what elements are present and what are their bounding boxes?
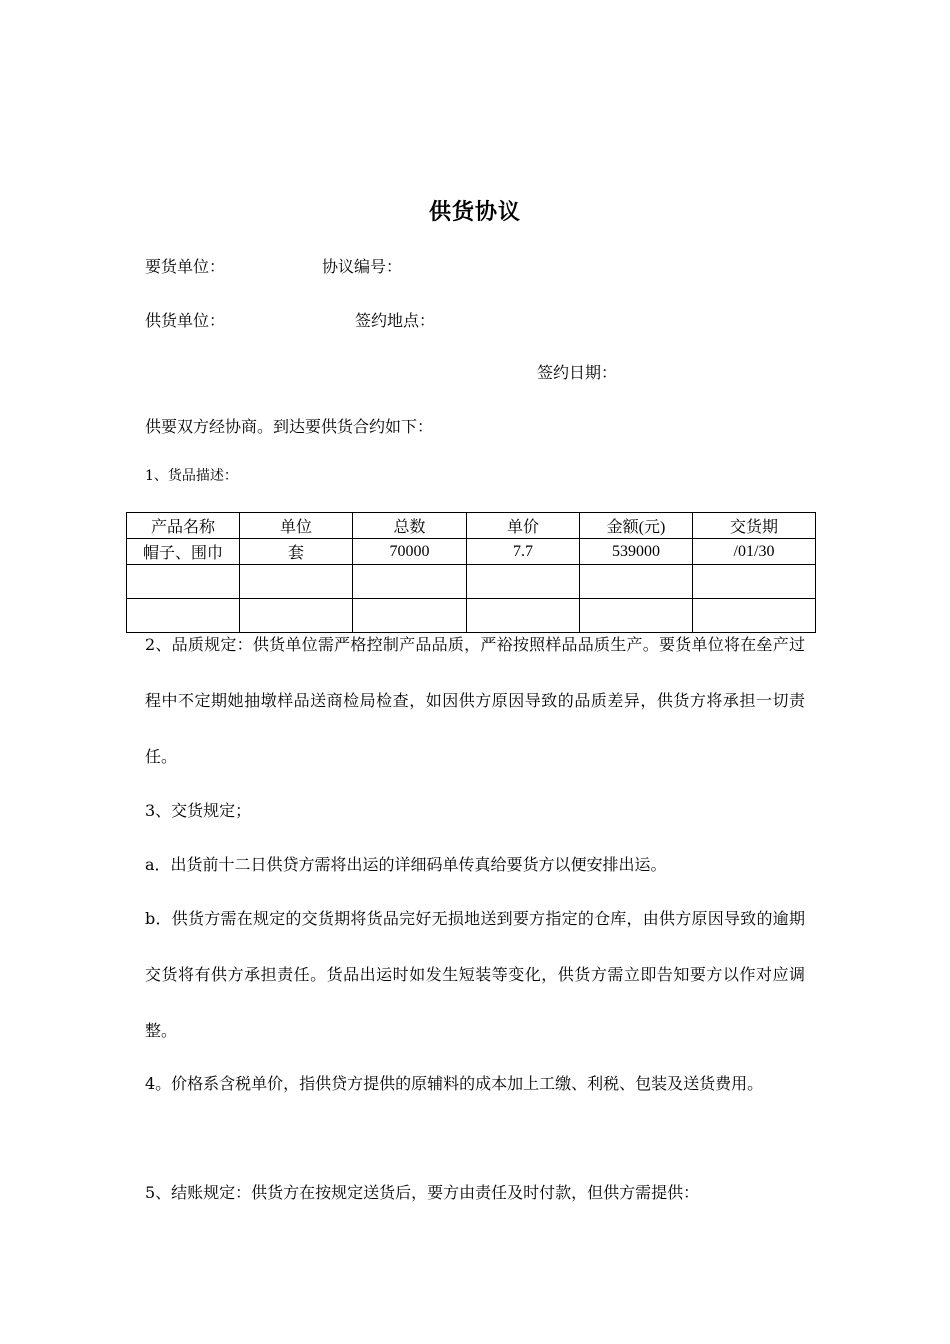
supplier-label: 供货单位： — [145, 311, 226, 330]
section5-settlement: 5、结账规定：供货方在按规定送货后，要方由责任及时付款，但供方需提供： — [145, 1183, 700, 1202]
table-cell — [127, 565, 240, 599]
sign-place-label: 签约地点： — [355, 311, 436, 330]
table-header-cell: 产品名称 — [127, 513, 240, 539]
section4-price: 4。价格系含税单价，指供贷方提供的原辅料的成本加上工缴、利税、包装及送货费用。 — [145, 1074, 764, 1093]
sign-date-label: 签约日期： — [537, 363, 618, 382]
table-cell — [240, 565, 353, 599]
table-header-cell: 总数 — [353, 513, 467, 539]
table-header-row — [127, 513, 816, 539]
agreement-no-label: 协议编号： — [322, 257, 403, 276]
table-header-cell: 交货期 — [693, 513, 816, 539]
table-cell — [580, 565, 693, 599]
table-cell: 套 — [240, 539, 353, 565]
section3-title: 3、交货规定； — [145, 801, 252, 820]
table-header-cell: 金额(元) — [580, 513, 693, 539]
table-row — [127, 539, 816, 565]
table-header-cell: 单位 — [240, 513, 353, 539]
goods-table — [126, 512, 816, 633]
section1-title: 1、货品描述： — [145, 468, 238, 484]
buyer-label: 要货单位： — [145, 257, 226, 276]
section3-item-b: b．供货方需在规定的交货期将货品完好无损地送到要方指定的仓库，由供方原因导致的逾期交货将有供方承担责任。货品出运时如发生短装等变化，供货方需立即告知要方以作对应调整。 — [145, 909, 805, 1040]
table-cell — [353, 565, 467, 599]
table-cell: 7.7 — [467, 539, 580, 565]
table-cell — [467, 565, 580, 599]
table-cell: /01/30 — [693, 539, 816, 565]
table-cell: 539000 — [580, 539, 693, 565]
section3-item-a: a．出货前十二日供贷方需将出运的详细码单传真给要货方以便安排出运。 — [145, 855, 667, 874]
table-cell: 70000 — [353, 539, 467, 565]
document-title: 供货协议 — [428, 199, 521, 225]
table-header-cell: 单价 — [467, 513, 580, 539]
section2-quality: 2、品质规定：供货单位需严格控制产品品质，严裕按照样品品质生产。要货单位将在垒产过程中不定期她抽墩样品送商检局检查，如因供方原因导致的品质差异，供货方将承担一切责任。 — [145, 635, 805, 766]
table-cell: 帽子、围巾 — [127, 539, 240, 565]
intro-text: 供要双方经协商。到达要供货合约如下： — [145, 417, 434, 436]
table-cell — [693, 565, 816, 599]
table-row — [127, 565, 816, 599]
